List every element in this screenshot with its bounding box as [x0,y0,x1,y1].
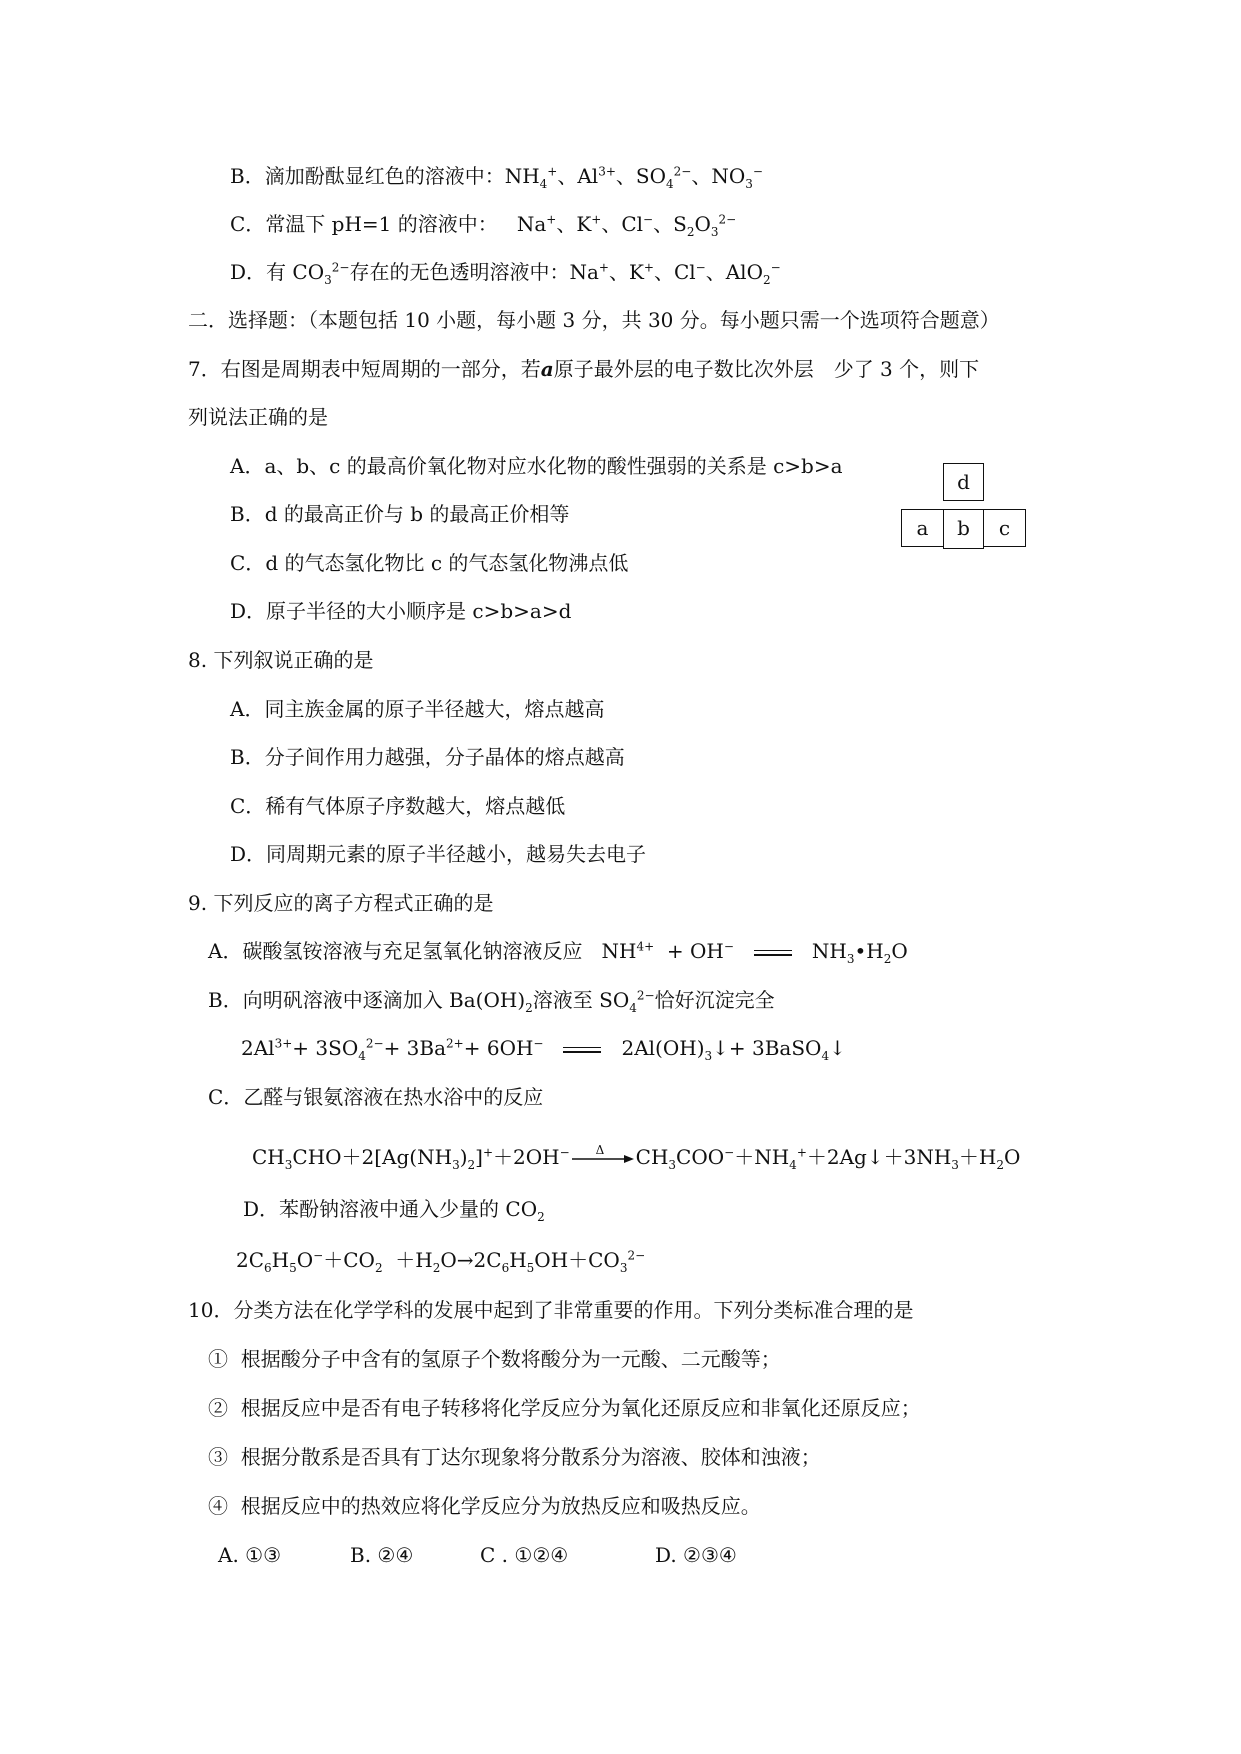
q10-stem: 10．分类方法在化学学科的发展中起到了非常重要的作用。下列分类标准合理的是 [188,1298,914,1322]
q8-stem: 8. 下列叙说正确的是 [188,648,374,672]
q7-stem-line1: 7．右图是周期表中短周期的一部分，若a原子最外层的电子数比次外层 少了 3 个，则下 [188,357,980,381]
q8-option-c: C．稀有气体原子序数越大，熔点越低 [230,794,566,818]
cell-d: d [943,463,984,501]
q8-option-d: D．同周期元素的原子半径越小，越易失去电子 [230,842,647,866]
q7-stem-line2: 列说法正确的是 [188,405,328,429]
cell-b: b [943,509,984,549]
q7-option-a: A．a、b、c 的最高价氧化物对应水化物的酸性强弱的关系是 c>b>a [230,454,843,478]
q10-answer-a: A. ①③ [218,1543,282,1567]
cell-a: a [901,509,944,547]
q9-option-d-equation: $2C_6H_5O^-+CO_2 +H_2O\to 2C_6H_5OH+CO_3^{2-}$ [236,1248,646,1275]
q9-option-b-equation: $2Al^{3+}+ 3SO_4^{2-}+ 3Ba^{2+}+ 6OH^-$ $2Al(OH)_3↓+$ 3BaSO$_4$↓ [241,1036,846,1063]
q10-item-2: ② 根据反应中是否有电子转移将化学反应分为氧化还原反应和非氧化还原反应； [208,1396,921,1420]
q10-answer-d: D. ②③④ [655,1543,737,1567]
q9-stem: 9. 下列反应的离子方程式正确的是 [188,891,494,915]
q6-option-d: D．有 $CO_3^{2-}$存在的无色透明溶液中：Na+、K+、Cl−、AlO$_2$− [230,260,781,287]
q7-option-c: C．d 的气态氢化物比 c 的气态氢化物沸点低 [230,551,629,575]
q9-option-c: C．乙醛与银氨溶液在热水浴中的反应 [208,1085,544,1109]
q7-option-d: D．原子半径的大小顺序是 c>b>a>d [230,599,572,623]
periodic-table-fragment [901,463,1026,549]
cell-c: c [983,509,1026,547]
q10-answer-b: B. ②④ [350,1543,414,1567]
heat-arrow: Δ [572,1149,634,1169]
equals-sign [754,947,792,959]
q7-option-b: B．d 的最高正价与 b 的最高正价相等 [230,502,570,526]
q10-item-4: ④ 根据反应中的热效应将化学反应分为放热反应和吸热反应。 [208,1494,761,1518]
q10-answer-c: C . ①②④ [480,1543,569,1567]
q9-option-a: A．碳酸氢铵溶液与充足氢氧化钠溶液反应 $NH^{4+} + OH^-$ $NH_3•H_2O$ [208,939,908,966]
q9-option-c-equation: $CH_3CHO+2[Ag(NH_3)_2]^++2OH^-$ Δ $CH_3COO^-+NH_4^++2Ag↓+3NH_3+H_2O$ [252,1142,1021,1172]
right-arrow-icon [572,1149,634,1169]
q9-option-b: B．向明矾溶液中逐滴加入 $Ba(OH)_2$溶液至 $SO_4^{2-}$恰好沉淀完全 [208,988,775,1015]
q6-option-c: C．常温下 pH=1 的溶液中： Na+、K+、Cl−、$S_2O_3^{2-}$ [230,212,737,239]
q9-option-d: D．苯酚钠溶液中通入少量的 $CO_2$ [243,1197,545,1224]
q6-option-b: B．滴加酚酞显红色的溶液中：$NH_4^+$、$Al^{3+}$、$SO_4^{2-}$、$NO_3^-$ [230,164,763,191]
section2-header: 二．选择题：（本题包括 10 小题，每小题 3 分，共 30 分。每小题只需一个选项符合题意） [188,308,1000,332]
equals-sign [563,1044,601,1056]
q10-item-1: ① 根据酸分子中含有的氢原子个数将酸分为一元酸、二元酸等； [208,1347,781,1371]
q10-item-3: ③ 根据分散系是否具有丁达尔现象将分散系分为溶液、胶体和浊液； [208,1445,821,1469]
q8-option-a: A．同主族金属的原子半径越大，熔点越高 [230,697,605,721]
q8-option-b: B．分子间作用力越强，分子晶体的熔点越高 [230,745,625,769]
